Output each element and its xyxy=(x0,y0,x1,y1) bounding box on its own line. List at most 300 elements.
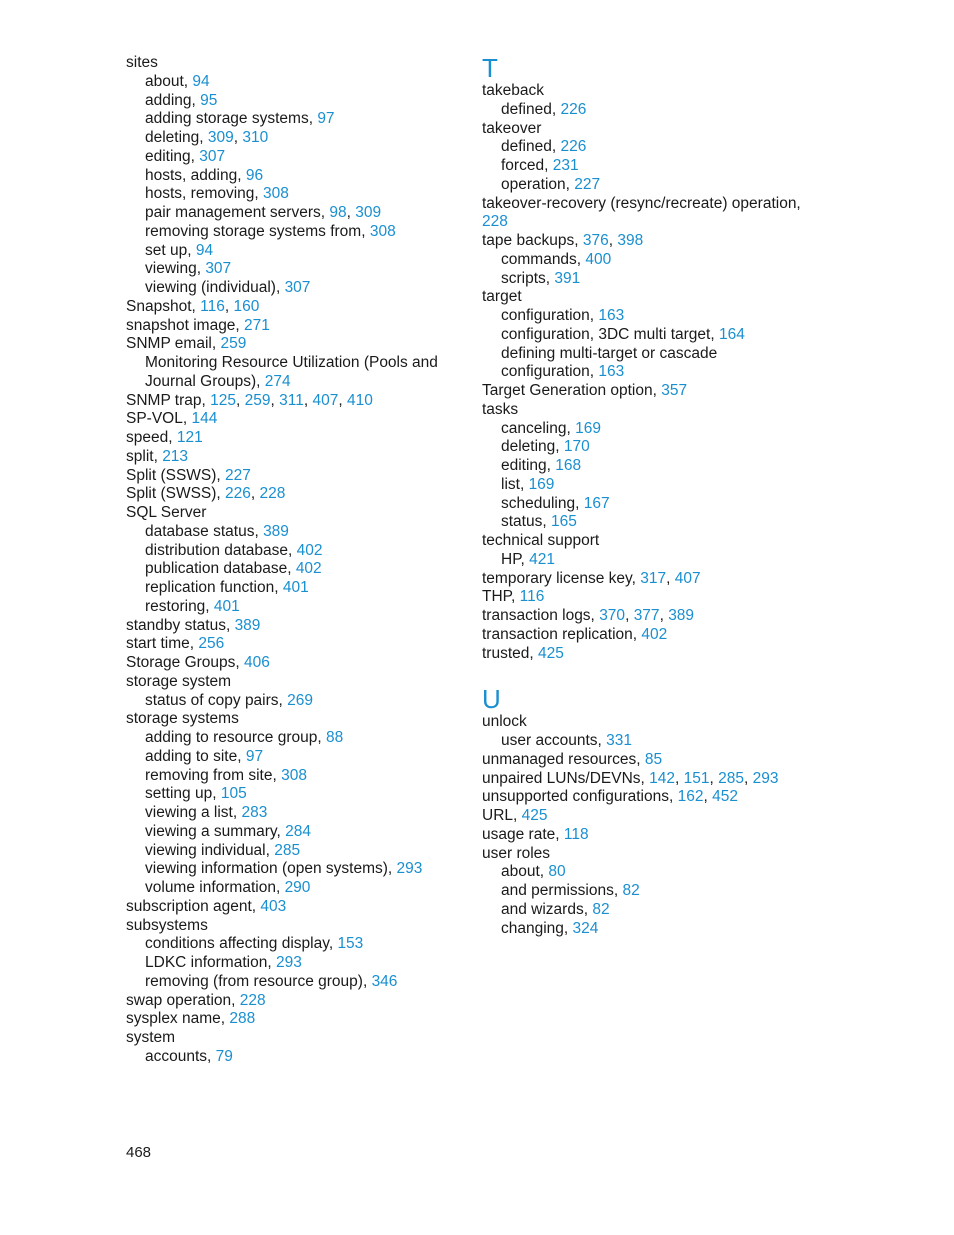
page-link[interactable]: 293 xyxy=(275,954,302,971)
index-entry xyxy=(482,232,812,251)
index-subentry xyxy=(126,767,456,786)
page-separator: , xyxy=(224,297,234,315)
index-subentry xyxy=(126,579,456,598)
page-link[interactable]: 308 xyxy=(281,766,307,784)
page-link[interactable]: 308 xyxy=(369,222,396,240)
index-subentry xyxy=(482,101,812,120)
page-link[interactable]: 403 xyxy=(260,897,287,915)
index-subentry xyxy=(126,242,456,261)
page-link[interactable]: 125 xyxy=(210,391,237,409)
index-term: technical support xyxy=(482,532,600,549)
page-link[interactable]: 410 xyxy=(346,391,373,409)
index-subentry xyxy=(482,326,812,345)
index-term: takeback xyxy=(482,82,545,99)
index-term: subsystems xyxy=(126,916,208,934)
page-separator: , xyxy=(625,607,634,624)
index-term: tasks xyxy=(482,400,519,418)
index-term: adding storage systems, xyxy=(145,110,318,128)
index-subentry xyxy=(126,167,456,186)
page-link[interactable]: 165 xyxy=(550,513,577,531)
index-term: editing, xyxy=(501,457,556,474)
page-link[interactable]: 164 xyxy=(718,325,745,343)
index-term: adding to resource group, xyxy=(145,729,326,746)
index-entry xyxy=(126,654,456,673)
page-link[interactable]: 97 xyxy=(317,110,335,128)
page-link[interactable]: 389 xyxy=(263,522,289,540)
page-link[interactable]: 94 xyxy=(195,241,214,259)
index-term: hosts, removing, xyxy=(145,185,264,203)
index-entry xyxy=(482,382,812,401)
page-link[interactable]: 95 xyxy=(200,91,218,109)
index-column-left xyxy=(126,54,456,1067)
index-entry xyxy=(482,120,812,139)
index-term: configuration, 3DC multi target, xyxy=(501,325,719,343)
index-term: speed, xyxy=(126,429,177,446)
page-link[interactable]: 407 xyxy=(674,569,701,587)
index-subentry xyxy=(126,748,456,767)
page-link[interactable]: 406 xyxy=(244,654,270,671)
page-link[interactable]: 376 xyxy=(582,232,609,249)
page-link[interactable]: 163 xyxy=(598,363,625,381)
index-term: defining multi-target or cascade configuration, xyxy=(501,344,718,381)
page-link[interactable]: 307 xyxy=(205,260,232,278)
index-term: status of copy pairs, xyxy=(145,691,288,709)
index-term: Monitoring Resource Utilization (Pools and Journal Groups), xyxy=(145,354,438,390)
index-term: unsupported configurations, xyxy=(482,788,678,806)
index-subentry xyxy=(482,345,812,383)
index-term: snapshot image, xyxy=(126,316,245,334)
page-link[interactable]: 144 xyxy=(191,410,218,428)
index-subentry xyxy=(482,551,812,570)
index-term: restoring, xyxy=(145,597,214,615)
index-subentry xyxy=(126,823,456,842)
page-separator: , xyxy=(233,129,243,146)
index-term: storage systems xyxy=(126,710,239,728)
index-term: unmanaged resources, xyxy=(482,750,645,768)
page-link[interactable]: 307 xyxy=(199,147,226,165)
index-term: publication database, xyxy=(145,560,296,578)
index-entry xyxy=(126,504,456,523)
page-link[interactable]: 425 xyxy=(538,644,564,662)
page-link[interactable]: 82 xyxy=(622,882,640,899)
index-term: THP, xyxy=(482,588,520,606)
index-entry xyxy=(482,401,812,420)
index-term: scripts, xyxy=(501,269,555,287)
index-term: Snapshot, xyxy=(126,297,201,315)
page-link[interactable]: 274 xyxy=(264,372,291,390)
index-letter-heading: T xyxy=(482,53,498,83)
page-link[interactable]: 226 xyxy=(560,138,587,156)
page-link[interactable]: 228 xyxy=(482,213,508,231)
page-link[interactable]: 271 xyxy=(244,316,270,334)
page-link[interactable]: 401 xyxy=(213,597,240,615)
index-entry xyxy=(482,82,812,101)
index-subentry xyxy=(126,279,456,298)
index-term: swap operation, xyxy=(126,991,240,1009)
index-term: transaction logs, xyxy=(482,607,600,624)
page-link[interactable]: 308 xyxy=(263,185,289,203)
index-term: viewing a list, xyxy=(145,804,242,821)
index-subentry xyxy=(482,863,812,882)
index-term: transaction replication, xyxy=(482,625,642,643)
index-subentry xyxy=(482,882,812,901)
index-entry xyxy=(126,1029,456,1048)
index-subentry xyxy=(126,260,456,279)
index-term: editing, xyxy=(145,147,200,165)
index-entry xyxy=(126,392,456,411)
page-link[interactable]: 227 xyxy=(574,175,601,193)
index-term: replication function, xyxy=(145,579,283,596)
index-term: Split (SSWS), xyxy=(126,466,226,484)
page-link[interactable]: 400 xyxy=(585,250,612,268)
index-term: viewing individual, xyxy=(145,841,275,859)
page-link[interactable]: 370 xyxy=(599,607,626,624)
page-link[interactable]: 213 xyxy=(162,447,189,465)
page-link[interactable]: 169 xyxy=(575,419,601,437)
index-subentry xyxy=(126,354,456,392)
index-subentry xyxy=(126,785,456,804)
index-subentry xyxy=(482,513,812,532)
index-term: SP-VOL, xyxy=(126,410,192,428)
page-link[interactable]: 331 xyxy=(606,732,632,749)
index-subentry xyxy=(482,476,812,495)
index-entry xyxy=(482,588,812,607)
page-link[interactable]: 160 xyxy=(233,297,260,315)
page-link[interactable]: 402 xyxy=(296,541,323,559)
index-subentry xyxy=(482,251,812,270)
index-subentry xyxy=(126,804,456,823)
index-term: start time, xyxy=(126,635,199,653)
index-subentry xyxy=(482,438,812,457)
index-column-right xyxy=(482,54,812,938)
index-term: about, xyxy=(501,863,549,881)
index-term: subscription agent, xyxy=(126,897,261,915)
index-letter-heading: U xyxy=(482,684,501,715)
page-separator: , xyxy=(236,391,245,409)
index-term: temporary license key, xyxy=(482,569,641,587)
index-entry xyxy=(126,467,456,486)
page-link[interactable]: 402 xyxy=(641,625,668,643)
page-link[interactable]: 402 xyxy=(295,560,322,578)
index-term: removing (from resource group), xyxy=(145,972,372,990)
page-separator: , xyxy=(270,391,280,409)
index-subentry xyxy=(126,542,456,561)
page-link[interactable]: 398 xyxy=(617,232,644,249)
index-subentry xyxy=(482,901,812,920)
page-link[interactable]: 231 xyxy=(552,157,579,174)
index-entry xyxy=(482,807,812,826)
page-separator: , xyxy=(666,569,675,587)
page-separator: , xyxy=(675,769,684,787)
index-term: defined, xyxy=(501,138,561,156)
page-link[interactable]: 79 xyxy=(215,1047,233,1065)
page-link[interactable]: 293 xyxy=(752,769,779,787)
index-subentry xyxy=(126,185,456,204)
index-subentry xyxy=(126,92,456,111)
index-term: adding to site, xyxy=(145,747,246,765)
index-entry xyxy=(482,532,812,551)
page-link[interactable]: 377 xyxy=(633,607,660,624)
page-separator: , xyxy=(338,391,347,409)
index-term: deleting, xyxy=(145,129,208,146)
index-subentry xyxy=(126,860,456,879)
index-term: Storage Groups, xyxy=(126,654,245,671)
page-link[interactable]: 389 xyxy=(668,607,695,624)
section-gap xyxy=(482,663,812,685)
index-subentry xyxy=(482,270,812,289)
index-subentry xyxy=(482,307,812,326)
index-subentry xyxy=(126,973,456,992)
page-link[interactable]: 283 xyxy=(241,804,268,821)
page-link[interactable]: 142 xyxy=(649,769,675,787)
index-entry xyxy=(126,298,456,317)
page-separator: , xyxy=(709,769,719,787)
index-subentry xyxy=(126,842,456,861)
index-term: tape backups, xyxy=(482,232,583,249)
index-subentry xyxy=(126,223,456,242)
index-term: distribution database, xyxy=(145,541,297,559)
index-term: takeover xyxy=(482,119,542,137)
page-link[interactable]: 309 xyxy=(355,204,382,221)
index-entry xyxy=(126,617,456,636)
index-term: Split (SWSS), xyxy=(126,485,226,503)
page-link[interactable]: 227 xyxy=(225,466,251,484)
index-term: and permissions, xyxy=(501,882,623,899)
page-separator: , xyxy=(303,391,313,409)
index-entry xyxy=(482,826,812,845)
index-term: user accounts, xyxy=(501,732,607,749)
page-link[interactable]: 96 xyxy=(245,166,264,184)
page-link[interactable]: 284 xyxy=(285,822,311,840)
page-link[interactable]: 259 xyxy=(244,391,271,409)
index-term: canceling, xyxy=(501,419,576,437)
index-term: trusted, xyxy=(482,644,538,662)
index-entry xyxy=(126,635,456,654)
index-subentry xyxy=(482,176,812,195)
page-link[interactable]: 105 xyxy=(220,785,247,803)
index-term: system xyxy=(126,1029,176,1046)
index-entry xyxy=(482,770,812,789)
page-separator: , xyxy=(744,769,753,787)
page-link[interactable]: 389 xyxy=(234,616,261,634)
index-entry xyxy=(482,788,812,807)
page-link[interactable]: 290 xyxy=(284,879,311,896)
index-entry xyxy=(482,195,812,233)
page-link[interactable]: 228 xyxy=(239,991,266,1009)
index-entry xyxy=(126,485,456,504)
index-term: volume information, xyxy=(145,879,285,896)
index-term: database status, xyxy=(145,522,264,540)
index-term: forced, xyxy=(501,157,553,174)
index-subentry xyxy=(482,920,812,939)
page-link[interactable]: 118 xyxy=(563,825,589,843)
page-link[interactable]: 391 xyxy=(554,269,581,287)
index-subentry xyxy=(482,138,812,157)
index-subentry xyxy=(126,73,456,92)
page-link[interactable]: 153 xyxy=(337,935,364,953)
index-term: split, xyxy=(126,447,163,465)
page-link[interactable]: 324 xyxy=(572,919,599,937)
index-subentry xyxy=(126,129,456,148)
page-link[interactable]: 357 xyxy=(661,382,688,399)
page-link[interactable]: 311 xyxy=(279,391,304,409)
index-subentry xyxy=(126,523,456,542)
index-term: conditions affecting display, xyxy=(145,935,338,953)
index-entry xyxy=(126,429,456,448)
index-term: scheduling, xyxy=(501,494,584,512)
index-term: set up, xyxy=(145,241,196,259)
index-subentry xyxy=(482,495,812,514)
page-link[interactable]: 309 xyxy=(207,129,234,146)
page-link[interactable]: 168 xyxy=(555,457,582,474)
page-link[interactable]: 170 xyxy=(563,438,590,456)
page-link[interactable]: 169 xyxy=(528,475,555,493)
index-term: setting up, xyxy=(145,785,221,803)
page-link[interactable]: 259 xyxy=(220,335,247,353)
index-subentry xyxy=(126,598,456,617)
page-link[interactable]: 98 xyxy=(329,204,347,221)
index-term: viewing, xyxy=(145,260,206,278)
page-link[interactable]: 293 xyxy=(396,860,423,878)
index-subentry xyxy=(126,148,456,167)
index-term: user roles xyxy=(482,844,551,862)
index-term: viewing a summary, xyxy=(145,822,286,840)
page-link[interactable]: 407 xyxy=(312,391,339,409)
page-separator: , xyxy=(346,204,356,221)
index-entry xyxy=(482,645,812,664)
page-link[interactable]: 317 xyxy=(640,569,667,587)
index-term: accounts, xyxy=(145,1047,216,1065)
page-link[interactable]: 167 xyxy=(583,494,610,512)
index-subentry xyxy=(126,879,456,898)
index-entry xyxy=(126,1010,456,1029)
index-term: HP, xyxy=(501,550,530,568)
page-separator: , xyxy=(659,607,669,624)
page-link[interactable]: 228 xyxy=(259,485,286,503)
index-term: unlock xyxy=(482,713,527,731)
index-subentry xyxy=(482,457,812,476)
page-link[interactable]: 425 xyxy=(521,807,548,824)
page-link[interactable]: 269 xyxy=(287,691,314,709)
index-term: SNMP trap, xyxy=(126,391,211,409)
index-term: configuration, xyxy=(501,307,599,324)
page-link[interactable]: 288 xyxy=(229,1010,256,1028)
page-link[interactable]: 401 xyxy=(282,579,309,596)
page-link[interactable]: 94 xyxy=(192,72,210,90)
index-entry xyxy=(126,673,456,692)
page-link[interactable]: 163 xyxy=(598,307,625,324)
index-term: status, xyxy=(501,513,551,531)
index-term: and wizards, xyxy=(501,900,593,918)
page-separator: , xyxy=(250,485,260,503)
index-term: defined, xyxy=(501,100,561,118)
index-entry xyxy=(482,845,812,864)
page-link[interactable]: 80 xyxy=(548,863,566,881)
index-term: URL, xyxy=(482,807,522,824)
index-entry xyxy=(126,710,456,729)
index-entry xyxy=(126,335,456,354)
index-entry xyxy=(482,607,812,626)
index-subentry xyxy=(126,729,456,748)
index-term: SQL Server xyxy=(126,504,207,521)
page-link[interactable]: 97 xyxy=(245,747,264,765)
page-link[interactable]: 88 xyxy=(325,729,344,746)
page-link[interactable]: 285 xyxy=(274,841,301,859)
index-term: Target Generation option, xyxy=(482,382,662,399)
page-link[interactable]: 82 xyxy=(592,900,610,918)
index-entry xyxy=(482,713,812,732)
page-separator: , xyxy=(608,232,618,249)
index-term: removing from site, xyxy=(145,766,282,784)
index-term: takeover-recovery (resync/recreate) operation, xyxy=(482,194,801,212)
index-term: about, xyxy=(145,72,193,90)
page-link[interactable]: 346 xyxy=(371,972,398,990)
page-link[interactable]: 285 xyxy=(718,769,744,787)
index-term: unpaired LUNs/DEVNs, xyxy=(482,769,650,787)
page-link[interactable]: 256 xyxy=(198,635,225,653)
index-subentry xyxy=(126,935,456,954)
page-link[interactable]: 226 xyxy=(560,100,587,118)
index-term: deleting, xyxy=(501,438,564,456)
index-term: pair management servers, xyxy=(145,204,330,221)
index-term: SNMP email, xyxy=(126,335,221,353)
index-term: storage system xyxy=(126,672,232,690)
index-term: sysplex name, xyxy=(126,1010,230,1028)
page-link[interactable]: 452 xyxy=(712,788,738,806)
page-link[interactable]: 310 xyxy=(242,129,269,146)
index-subentry xyxy=(482,157,812,176)
index-subentry xyxy=(126,560,456,579)
index-term: target xyxy=(482,288,522,306)
index-entry xyxy=(482,570,812,589)
index-subentry xyxy=(482,420,812,439)
index-entry xyxy=(482,626,812,645)
page-link[interactable]: 116 xyxy=(200,297,225,315)
page-link[interactable]: 162 xyxy=(677,788,704,806)
index-term: usage rate, xyxy=(482,825,564,843)
index-subentry xyxy=(126,692,456,711)
index-term: LDKC information, xyxy=(145,954,276,971)
index-entry xyxy=(126,410,456,429)
index-subentry xyxy=(126,1048,456,1067)
index-subentry xyxy=(126,954,456,973)
page-link[interactable]: 151 xyxy=(683,769,710,787)
page-link[interactable]: 121 xyxy=(176,429,203,446)
index-term: operation, xyxy=(501,175,575,193)
index-term: list, xyxy=(501,475,529,493)
index-term: hosts, adding, xyxy=(145,166,246,184)
index-entry xyxy=(482,751,812,770)
page-link[interactable]: 421 xyxy=(529,550,556,568)
page-link[interactable]: 226 xyxy=(225,485,251,503)
page-link[interactable]: 85 xyxy=(644,750,663,768)
index-subentry xyxy=(126,110,456,129)
index-entry xyxy=(126,54,456,73)
index-term: viewing information (open systems), xyxy=(145,860,397,878)
page-link[interactable]: 307 xyxy=(284,279,311,296)
index-term: adding, xyxy=(145,91,201,109)
index-entry xyxy=(126,317,456,336)
page-link[interactable]: 116 xyxy=(519,588,545,606)
index-subentry xyxy=(126,204,456,223)
index-term: commands, xyxy=(501,250,586,268)
index-term: standby status, xyxy=(126,616,235,634)
index-entry xyxy=(126,898,456,917)
index-term: changing, xyxy=(501,919,573,937)
index-subentry xyxy=(482,732,812,751)
index-entry xyxy=(126,917,456,936)
index-entry xyxy=(126,992,456,1011)
